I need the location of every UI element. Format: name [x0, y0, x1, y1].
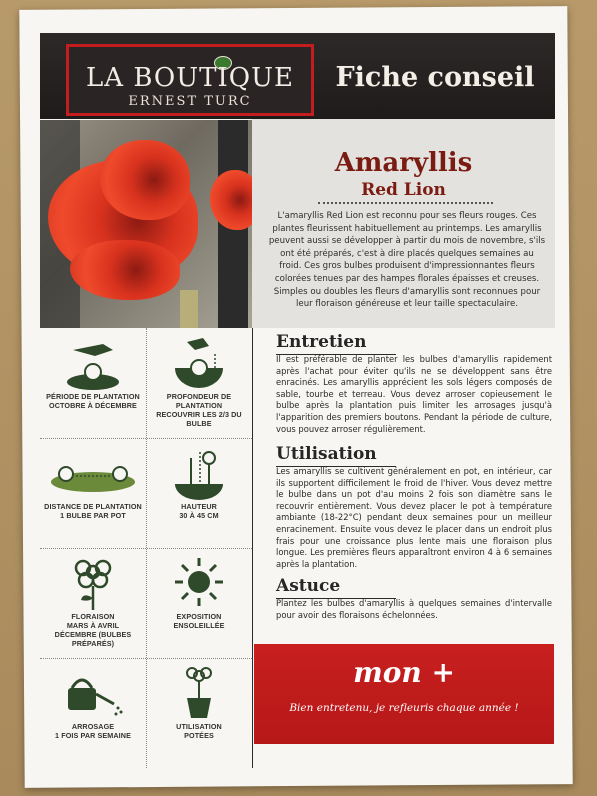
- grid-cell-watering: [40, 658, 146, 768]
- plant-height-icon: [169, 444, 229, 502]
- grid-label: EXPOSITION ENSOLEILLÉE: [173, 612, 225, 630]
- grid-label: FLORAISON MARS À AVRIL DÉCEMBRE (BULBES PRÉPARÉS): [54, 612, 132, 648]
- grid-label: PROFONDEUR DE PLANTATION RECOUVRIR LES 2/3 DU BULBE: [156, 392, 242, 428]
- section-body-entretien: Il est préférable de planter les bulbes d'amaryllis rapidement après l'achat pour éviter qu'ils ne se développent sans être enracinés. Les amaryllis apprécient les sols légers composés de sable, tourbe et terreau. Vous devez arroser copieusement le bulbe après la plantation puis limiter les arrosages jusqu'à l'apparition des premiers boutons. Pendant la période de culture, vous pouvez arroser régulièrement.: [276, 354, 552, 434]
- mon-plus-banner: [254, 644, 554, 744]
- sheet-title: Fiche conseil: [335, 62, 535, 93]
- grid-cell-planting-distance: [40, 438, 146, 548]
- section-body-utilisation: Les amaryllis se cultivent généralement en pot, en intérieur, car ils supportent difficilement le froid de l'hiver. Vous devez mettre le bulbe dans un pot d'au moins 2 fois son diamètre sans le recouvrir entièrement. Vous devez placer le pot à température ambiante (18-22°C) pendant deux semaines pour un meilleur enracinement. Ensuite vous devez le placer dans un endroit plus frais pour une croissance plus lente mais une floraison plus longue. Les premières fleurs apparaîtront environ 4 à 6 semaines après la plantation.: [276, 466, 552, 569]
- column-divider: [252, 328, 253, 768]
- plant-intro: L'amaryllis Red Lion est reconnu pour ses fleurs rouges. Ces plantes fleurissent habituellement au printemps. Les amaryllis peuvent aussi se développer à partir du mois de novembre, s'ils ont été préparés, c'est à dire placés quelques semaines au froid. Ces gros bulbes produisent d'impressionnantes fleurs colorées tenues par des hampes florales épaisses et creuses. Simples ou doubles les fleurs d'amaryllis sont reconnues pour leur floraison généreuse et leur taille spectaculaire.: [268, 211, 546, 310]
- grid-cell-exposure: [146, 548, 252, 658]
- grid-label: ARROSAGE 1 FOIS PAR SEMAINE: [55, 722, 131, 740]
- planting-distance-icon: [48, 444, 138, 502]
- mon-plus-text: Bien entretenu, je refleuris chaque année !: [289, 702, 519, 714]
- grid-cell-usage: [146, 658, 252, 768]
- bulb-planting-icon: [63, 334, 123, 392]
- care-icons-grid: [40, 328, 252, 768]
- brand-name: LA BOUTIQUE: [86, 63, 294, 93]
- grid-cell-planting-depth: [146, 328, 252, 438]
- grid-label: DISTANCE DE PLANTATION 1 BULBE PAR POT: [44, 502, 142, 520]
- grid-label: PÉRIODE DE PLANTATION OCTOBRE À DÉCEMBRE: [46, 392, 140, 410]
- planting-depth-icon: [169, 334, 229, 392]
- section-title-utilisation: Utilisation: [276, 444, 377, 464]
- dotted-divider: [318, 202, 493, 204]
- grid-cell-flowering: [40, 548, 146, 658]
- brand-logo: [66, 44, 314, 116]
- section-title-entretien: Entretien: [276, 332, 367, 352]
- plant-name: Amaryllis: [334, 148, 473, 178]
- grid-cell-height: [146, 438, 252, 548]
- potted-plant-icon: [169, 664, 229, 722]
- sun-icon: [169, 554, 229, 612]
- mon-plus-logo: mon +: [353, 656, 455, 689]
- flower-icon: [63, 554, 123, 612]
- grid-label: HAUTEUR 30 À 45 CM: [179, 502, 219, 520]
- amaryllis-photo: [40, 120, 252, 328]
- section-title-astuce: Astuce: [276, 576, 341, 596]
- grid-cell-planting-period: [40, 328, 146, 438]
- brand-subname: ERNEST TURC: [128, 94, 252, 109]
- grid-label: UTILISATION POTÉES: [176, 722, 222, 740]
- section-body-astuce: Plantez les bulbes d'amaryllis à quelques semaines d'intervalle pour avoir des floraisons échelonnées.: [276, 598, 552, 620]
- plant-variety: Red Lion: [361, 180, 446, 200]
- watering-can-icon: [58, 664, 128, 722]
